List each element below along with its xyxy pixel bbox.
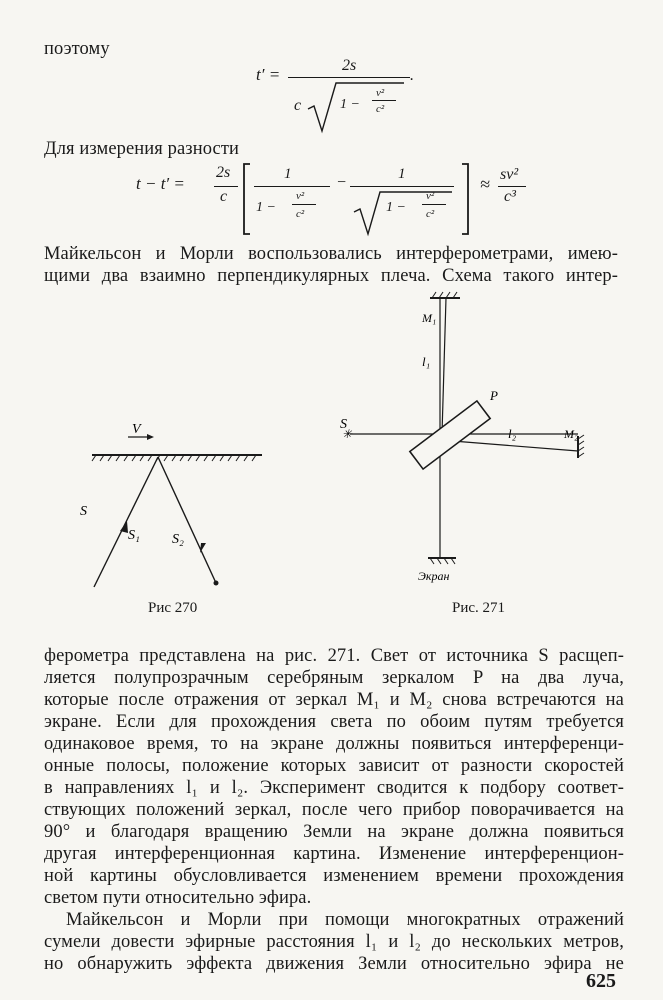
- eq2-one-minus-b: 1 −: [386, 200, 406, 215]
- body-line-9: 90° и благодаря вращению Земли на экране должна появиться: [44, 822, 624, 842]
- body-line-last: светом пути относительно эфира.: [44, 888, 312, 908]
- fig271-label-m2: M₂: [564, 427, 579, 441]
- eq2-brackets: [240, 160, 480, 238]
- paragraph-3-line-2: сумели довести эфирные расстояния l₁ и l₂ до нескольких метров,: [44, 932, 624, 952]
- fig270-caption: Рис 270: [148, 600, 198, 616]
- figure-271: [330, 288, 600, 588]
- eq1-numerator: 2s: [342, 57, 357, 74]
- fig271-label-m1: M₁: [422, 311, 437, 325]
- eq1-c2: c²: [376, 103, 385, 115]
- eq2-c: c: [220, 188, 228, 205]
- fig271-label-l1: l₁: [422, 354, 431, 369]
- paragraph-2-line-1: Майкельсон и Морли воспользовались интерферометрами, имею-: [44, 244, 618, 264]
- paragraph-1: Для измерения разности: [44, 139, 240, 159]
- fig270-label-v: V: [132, 422, 141, 437]
- eq2-lhs: t − t′ =: [136, 174, 185, 193]
- eq2-v2-a: v²: [296, 190, 305, 202]
- body-line-2: ляется полупрозрачным серебряным зеркалом P на два луча,: [44, 668, 624, 688]
- figure-270: [70, 415, 280, 595]
- equation-2: [136, 160, 536, 238]
- body-line-11: ной картины обусловливается изменением времени прохождения: [44, 866, 624, 886]
- eq1-c: c: [294, 97, 302, 114]
- eq2-one-top-a: 1: [284, 166, 292, 182]
- fig271-label-s: S: [340, 417, 347, 432]
- eq2-c2-a: c²: [296, 208, 305, 220]
- fig271-label-l2: l₂: [508, 426, 517, 441]
- fig270-label-s1: S₁: [128, 528, 140, 543]
- eq2-c2-b: c²: [426, 208, 435, 220]
- intro-word: поэтому: [44, 39, 110, 59]
- eq2-one-minus-a: 1 −: [256, 200, 276, 215]
- body-line-4: экране. Если для прохождения света по обоим путям требуется: [44, 712, 624, 732]
- paragraph-3-line-3: но обнаружить эффекта движения Земли относительно эфира не: [44, 954, 624, 974]
- eq2-result-num: sv²: [500, 166, 519, 183]
- body-line-5: одинаковое время, то на экране должны появиться интерференци-: [44, 734, 624, 754]
- fig271-label-screen: Экран: [418, 569, 450, 583]
- eq2-minus: −: [336, 174, 347, 191]
- body-line-6: онные полосы, положение которых зависит от разности скоростей: [44, 756, 624, 776]
- fig270-label-s2: S₂: [172, 532, 184, 547]
- svg-text:✳: ✳: [342, 427, 353, 441]
- body-line-1: ферометра представлена на рис. 271. Свет от источника S расщеп-: [44, 646, 624, 666]
- body-line-3: которые после отражения от зеркал M₁ и M₂ снова встречаются на: [44, 690, 624, 710]
- eq1-lhs: t′ =: [256, 65, 281, 84]
- eq1-period: .: [410, 67, 414, 84]
- fig271-label-p: P: [490, 388, 498, 403]
- body-line-10: другая интерференционная картина. Изменение интерференцион-: [44, 844, 624, 864]
- eq2-numerator: 2s: [216, 164, 231, 181]
- body-line-8: ствующих положений зеркал, после чего прибор поворачивается на: [44, 800, 624, 820]
- eq2-result-den: c³: [504, 188, 516, 205]
- paragraph-2-line-2: щими два взаимно перпендикулярных плеча. Схема такого интер-: [44, 266, 618, 286]
- equation-1: [250, 55, 420, 135]
- paragraph-3-line-1: Майкельсон и Морли при помощи многократных отражений: [66, 910, 624, 930]
- eq2-one-top-b: 1: [398, 166, 406, 182]
- eq1-v2: v²: [376, 87, 385, 99]
- page-number: 625: [586, 970, 616, 992]
- fig271-caption: Рис. 271: [452, 600, 506, 616]
- eq2-approx: ≈: [480, 174, 490, 194]
- body-line-7: в направлениях l₁ и l₂. Эксперимент сводится к подбору соответ-: [44, 778, 624, 798]
- eq2-v2-b: v²: [426, 190, 435, 202]
- fig270-label-s: S: [80, 504, 87, 519]
- eq1-one-minus: 1 −: [340, 97, 360, 112]
